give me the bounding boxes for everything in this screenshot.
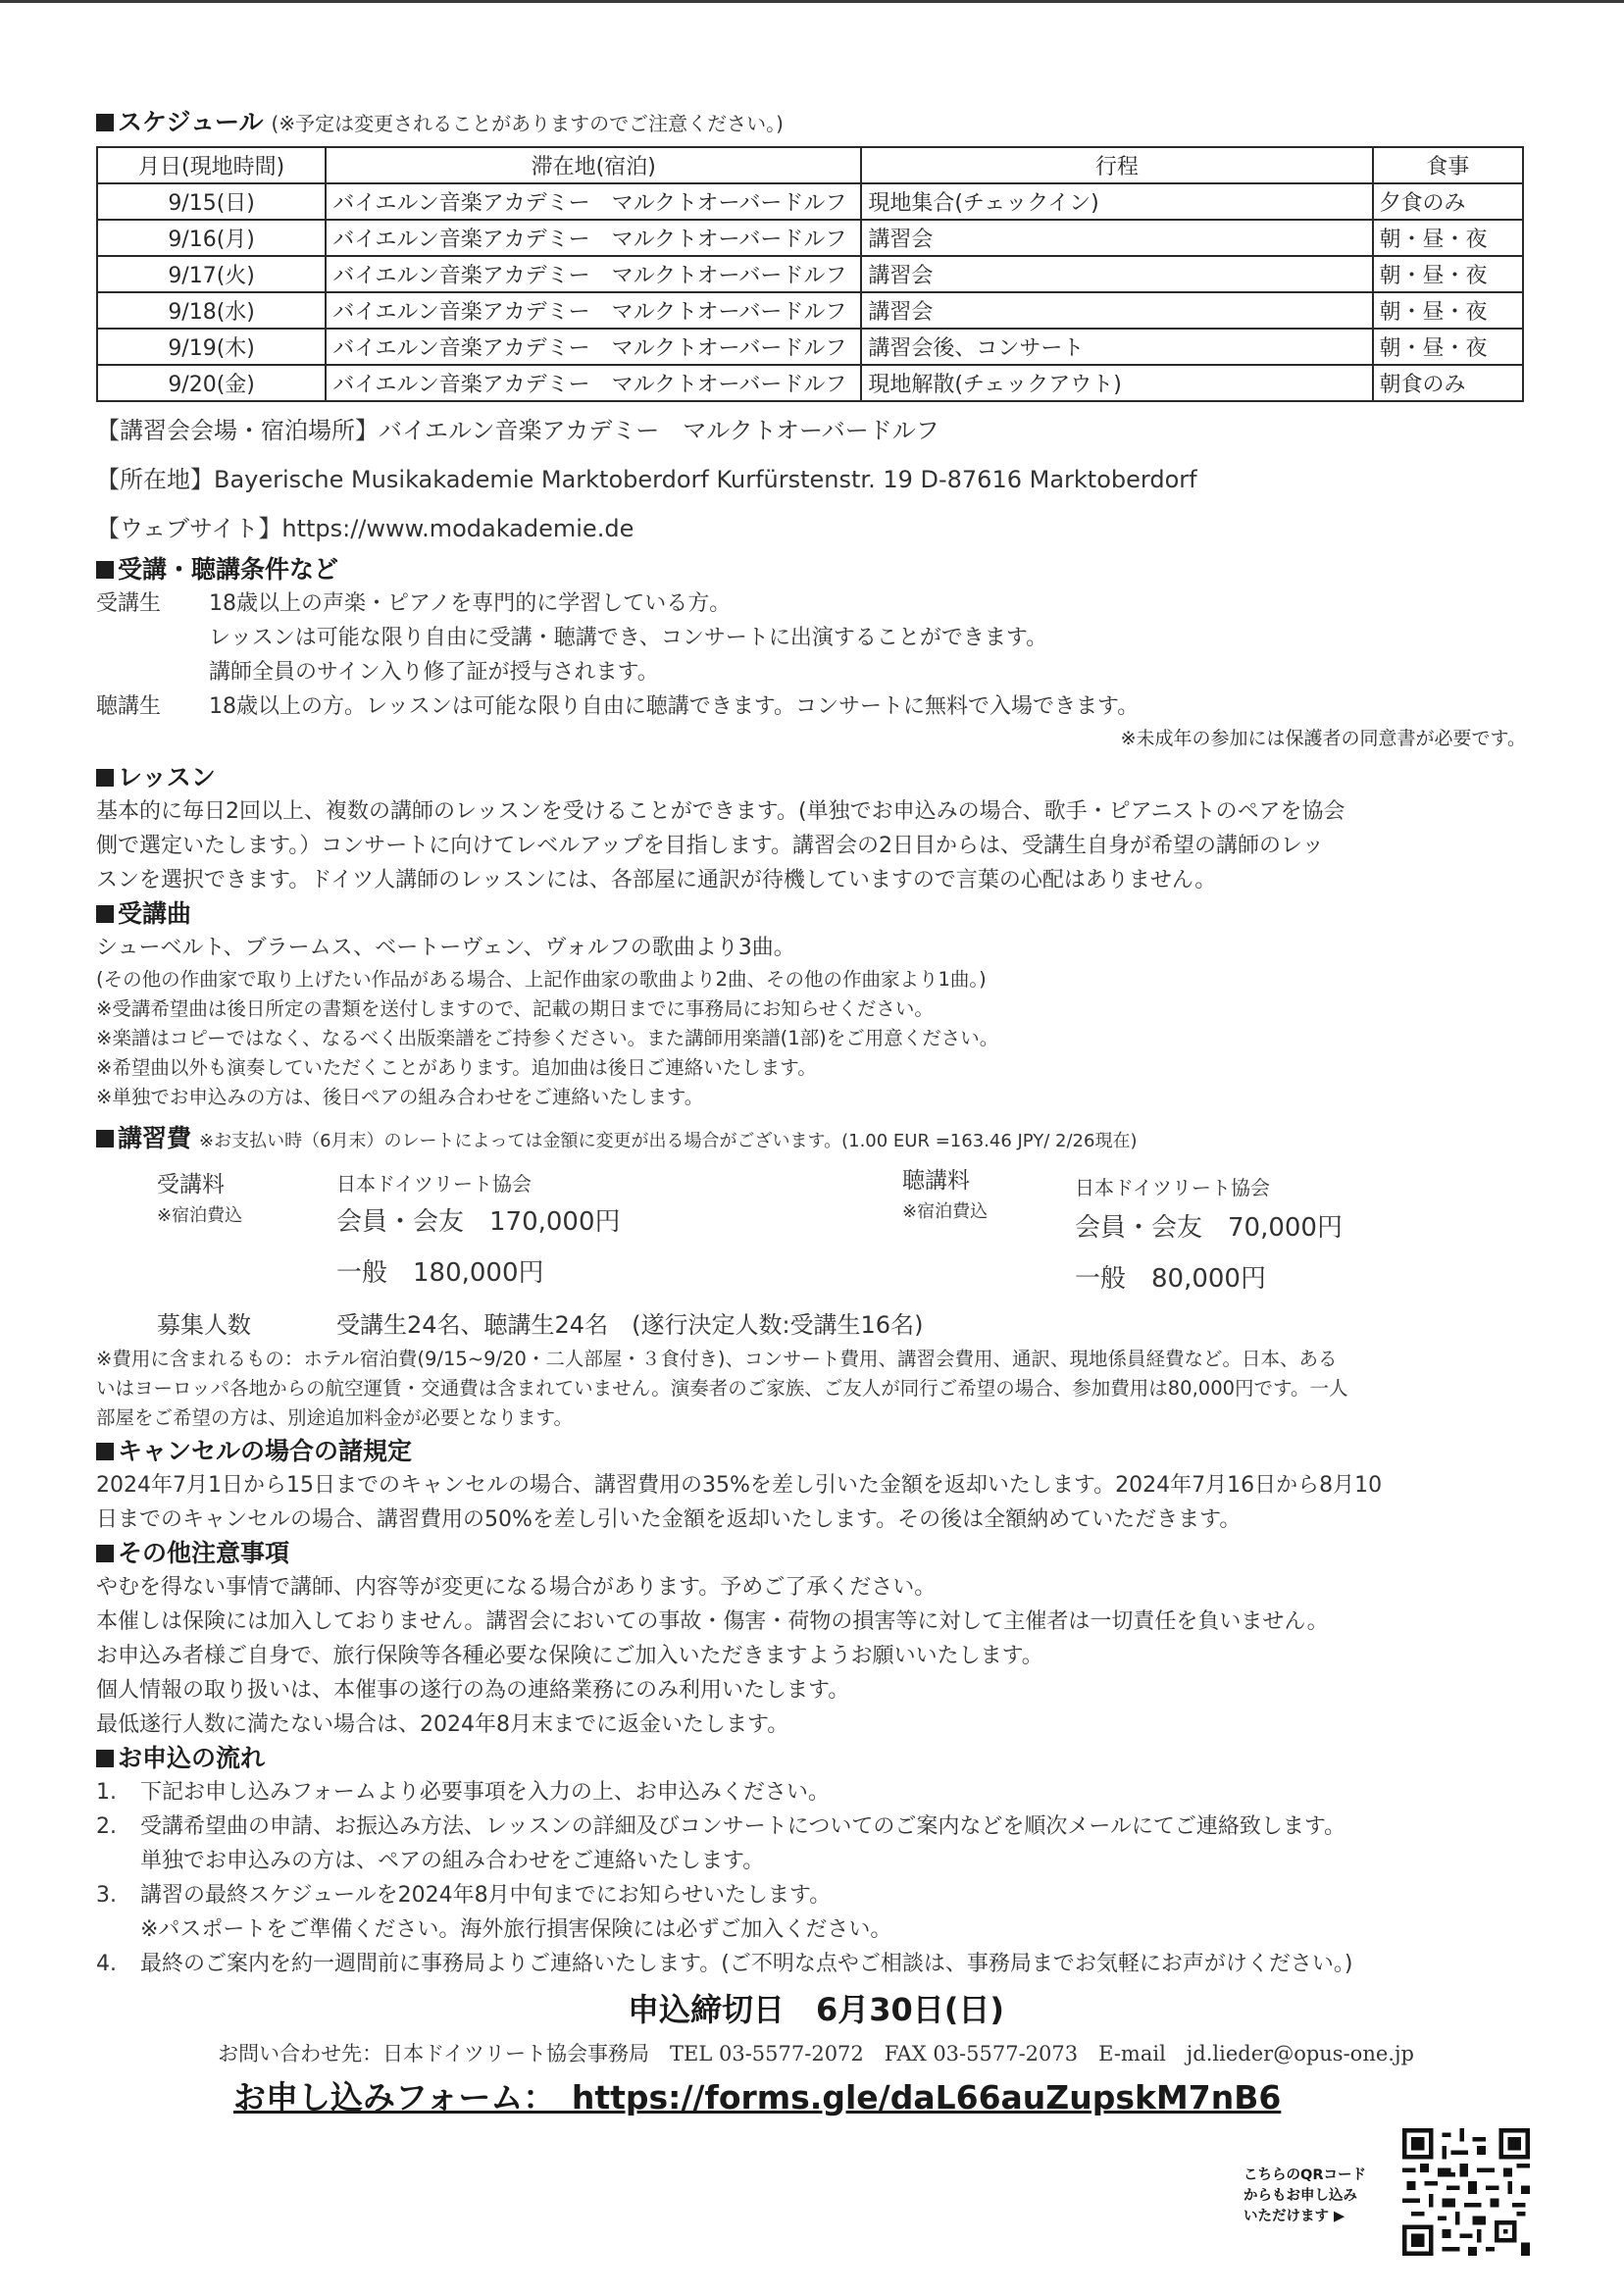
cell-meals: 朝・昼・夜	[1373, 329, 1523, 365]
cell-date: 9/16(月)	[97, 220, 326, 256]
cell-date: 9/20(金)	[97, 365, 326, 401]
col-itinerary: 行程	[861, 147, 1372, 183]
application-form-link[interactable]: お申し込みフォーム： https://forms.gle/daL66auZupskM7nB6	[233, 2078, 1282, 2116]
fee-includes-line: 部屋をご希望の方は、別途追加料金が必要となります。	[96, 1406, 573, 1429]
student-member-fee: 会員・会友 170,000円	[336, 1207, 621, 1237]
col-date: 月日(現地時間)	[97, 147, 326, 183]
fee-table	[96, 1158, 1536, 1305]
other-heading: その他注意事項	[96, 1537, 1536, 1570]
schedule-heading: スケジュール (※予定は変更されることがありますのでご注意ください。)	[96, 106, 1536, 140]
cell-itinerary: 現地集合(チェックイン)	[861, 183, 1372, 220]
auditor-line: 18歳以上の方。レッスンは可能な限り自由に聴講できます。コンサートに無料で入場できます。	[209, 694, 1140, 719]
fee-includes-line: いはヨーロッパ各地からの航空運賃・交通費は含まれていません。演奏者のご家族、ご友人が同行ご希望の場合、参加費用は80,000円です。一人	[96, 1377, 1348, 1400]
cell-stay: バイエルン音楽アカデミー マルクトオーバードルフ	[326, 292, 861, 329]
schedule-table	[96, 146, 1524, 402]
square-bullet-icon	[96, 905, 114, 923]
cell-meals: 夕食のみ	[1373, 183, 1523, 220]
contact-info: お問い合わせ先：日本ドイツリート協会事務局 TEL 03-5577-2072 FAX 03-5577-2073 E-mail jd.lieder@opus-one.jp	[218, 2042, 1414, 2065]
cell-itinerary: 現地解散(チェックアウト)	[861, 365, 1372, 401]
student-line: 講師全員のサイン入り修了証が授与されます。	[209, 660, 659, 685]
auditor-fee-sub: ※宿泊費込	[902, 1201, 989, 1222]
lesson-line: スンを選択できます。ドイツ人講師のレッスンには、各部屋に通訳が待機していますので言葉の心配はありません。	[96, 868, 1217, 892]
list-number: 1.	[96, 1780, 117, 1805]
recruit-value: 受講生24名、聴講生24名 (遂行決定人数:受講生16名)	[336, 1311, 924, 1339]
square-bullet-icon	[96, 1443, 114, 1460]
list-text-cont: 単独でお申込みの方は、ペアの組み合わせをご連絡いたします。	[140, 1849, 765, 1873]
auditor-fee-org: 日本ドイツリート協会	[1075, 1176, 1270, 1199]
other-line: 本催しは保険には加入しておりません。講習会においての事故・傷害・荷物の損害等に対して主催者は一切責任を負いません。	[96, 1609, 1329, 1634]
cell-date: 9/17(火)	[97, 256, 326, 292]
auditor-member-fee: 会員・会友 70,000円	[1075, 1213, 1343, 1243]
qr-note-line: からもお申し込み	[1243, 2188, 1357, 2204]
cell-stay: バイエルン音楽アカデミー マルクトオーバードルフ	[326, 256, 861, 292]
recruit-label: 募集人数	[157, 1311, 251, 1339]
student-fee-sub: ※宿泊費込	[157, 1205, 243, 1226]
student-fee-label: 受講料	[157, 1172, 225, 1198]
cell-itinerary: 講習会	[861, 292, 1372, 329]
repertoire-note: ※受講希望曲は後日所定の書類を送付しますので、記載の期日までに事務局にお知らせください。	[96, 997, 934, 1020]
lesson-line: 側で選定いたします。）コンサートに向けてレベルアップを目指します。講習会の2日目からは、受講生自身が希望の講師のレッ	[96, 834, 1324, 858]
square-bullet-icon	[96, 769, 114, 787]
student-line: レッスンは可能な限り自由に受講・聴講でき、コンサートに出演することができます。	[209, 626, 1048, 650]
cell-meals: 朝食のみ	[1373, 365, 1523, 401]
table-row	[97, 256, 1523, 292]
square-bullet-icon	[96, 1750, 114, 1767]
conditions-heading: 受講・聴講条件など	[96, 553, 1536, 586]
repertoire-note: ※希望曲以外も演奏していただくことがあります。追加曲は後日ご連絡いたします。	[96, 1056, 817, 1079]
table-row	[97, 183, 1523, 220]
list-number: 3.	[96, 1883, 117, 1908]
auditor-fee-label: 聴講料	[902, 1168, 970, 1194]
table-row	[97, 292, 1523, 329]
col-stay: 滞在地(宿泊)	[326, 147, 861, 183]
other-line: 個人情報の取り扱いは、本催事の遂行の為の連絡業務にのみ利用いたします。	[96, 1678, 850, 1703]
list-number: 4.	[96, 1952, 117, 1976]
list-text: 講習の最終スケジュールを2024年8月中旬までにお知らせいたします。	[140, 1883, 832, 1908]
repertoire-note: ※単独でお申込みの方は、後日ペアの組み合わせをご連絡いたします。	[96, 1086, 704, 1108]
cell-itinerary: 講習会	[861, 256, 1372, 292]
student-line: 18歳以上の声楽・ピアノを専門的に学習している方。	[209, 591, 732, 616]
top-edge-line	[0, 0, 1624, 3]
cell-itinerary: 講習会	[861, 220, 1372, 256]
auditor-label: 聴講生	[96, 694, 162, 719]
list-item	[96, 1775, 1536, 1810]
square-bullet-icon	[96, 1545, 114, 1562]
list-item	[96, 1810, 1536, 1878]
other-line: 最低遂行人数に満たない場合は、2024年8月末までに返金いたします。	[96, 1712, 789, 1737]
lesson-line: 基本的に毎日2回以上、複数の講師のレッスンを受けることができます。(単独でお申込みの場合、歌手・ピアニストのペアを協会	[96, 799, 1345, 824]
cancel-line: 日までのキャンセルの場合、講習費用の50%を差し引いた金額を返却いたします。その後は全額納めていただきます。	[96, 1507, 1242, 1532]
venue-place: 【講習会会場・宿泊場所】バイエルン音楽アカデミー マルクトオーバードルフ	[96, 417, 939, 444]
schedule-header-row	[97, 147, 1523, 183]
square-bullet-icon	[96, 114, 114, 131]
square-bullet-icon	[96, 1130, 114, 1147]
cell-date: 9/18(水)	[97, 292, 326, 329]
list-item	[96, 1947, 1536, 1981]
cell-itinerary: 講習会後、コンサート	[861, 329, 1372, 365]
flow-list	[96, 1775, 1536, 1981]
list-item	[96, 1878, 1536, 1947]
document-page	[96, 106, 1536, 2122]
cancel-line: 2024年7月1日から15日までのキャンセルの場合、講習費用の35%を差し引いた金額を返却いたします。2024年7月16日から8月10	[96, 1473, 1383, 1498]
minor-note: ※未成年の参加には保護者の同意書が必要です。	[1120, 728, 1526, 749]
repertoire-note: ※楽譜はコピーではなく、なるべく出版楽譜をご持参ください。また講師用楽譜(1部)をご用意ください。	[96, 1027, 999, 1049]
venue-address: 【所在地】Bayerische Musikakademie Marktoberdorf Kurfürstenstr. 19 D-87616 Marktoberdorf	[96, 466, 1197, 493]
col-meals: 食事	[1373, 147, 1523, 183]
qr-note-line: いただけます ▶	[1243, 2209, 1345, 2224]
cell-meals: 朝・昼・夜	[1373, 256, 1523, 292]
cell-meals: 朝・昼・夜	[1373, 220, 1523, 256]
cell-stay: バイエルン音楽アカデミー マルクトオーバードルフ	[326, 329, 861, 365]
cell-meals: 朝・昼・夜	[1373, 292, 1523, 329]
repertoire-heading: 受講曲	[96, 897, 1536, 931]
list-text: 受講希望曲の申請、お振込み方法、レッスンの詳細及びコンサートについてのご案内などを順次メールにてご連絡致します。	[140, 1814, 1346, 1839]
fee-includes-line: ※費用に含まれるもの：ホテル宿泊費(9/15~9/20・二人部屋・３食付き)、コンサート費用、講習会費用、通訳、現地係員経費など。日本、ある	[96, 1348, 1338, 1370]
other-line: やむを得ない事情で講師、内容等が変更になる場合があります。予めご了承ください。	[96, 1575, 937, 1600]
application-deadline: 申込締切日 6月30日(日)	[627, 1991, 1005, 2028]
repertoire-note: (その他の作曲家で取り上げたい作品がある場合、上記作曲家の歌曲より2曲、その他の作曲家より1曲。)	[96, 968, 987, 991]
cell-stay: バイエルン音楽アカデミー マルクトオーバードルフ	[326, 183, 861, 220]
table-row	[97, 329, 1523, 365]
repertoire-main: シューベルト、ブラームス、ベートーヴェン、ヴォルフの歌曲より3曲。	[96, 936, 795, 960]
table-row	[97, 365, 1523, 401]
venue-website[interactable]: 【ウェブサイト】https://www.modakademie.de	[96, 515, 634, 542]
table-row	[97, 220, 1523, 256]
lesson-heading: レッスン	[96, 761, 1536, 794]
cancel-heading: キャンセルの場合の諸規定	[96, 1435, 1536, 1468]
other-line: お申込み者様ご自身で、旅行保険等各種必要な保険にご加入いただきますようお願いいたします。	[96, 1644, 1043, 1668]
cell-date: 9/19(木)	[97, 329, 326, 365]
cell-stay: バイエルン音楽アカデミー マルクトオーバードルフ	[326, 220, 861, 256]
cell-date: 9/15(日)	[97, 183, 326, 220]
schedule-note: (※予定は変更されることがありますのでご注意ください。)	[271, 112, 784, 135]
fees-note: ※お支払い時（6月末）のレートによっては金額に変更が出る場合がございます。(1.00 EUR =163.46 JPY/ 2/26現在)	[199, 1131, 1138, 1151]
student-label: 受講生	[96, 591, 162, 616]
qr-note	[1243, 2166, 1366, 2227]
qr-note-line: こちらのQRコード	[1243, 2167, 1366, 2183]
list-text-cont: ※パスポートをご準備ください。海外旅行損害保険には必ずご加入ください。	[140, 1917, 892, 1942]
student-general-fee: 一般 180,000円	[336, 1258, 544, 1288]
list-text: 最終のご案内を約一週間前に事務局よりご連絡いたします。(ご不明な点やご相談は、事務局までお気軽にお声がけください。)	[140, 1952, 1353, 1976]
student-fee-org: 日本ドイツリート協会	[336, 1172, 532, 1196]
list-text: 下記お申し込みフォームより必要事項を入力の上、お申込みください。	[140, 1780, 830, 1805]
list-number: 2.	[96, 1814, 117, 1839]
flow-heading: お申込の流れ	[96, 1742, 1536, 1775]
square-bullet-icon	[96, 561, 114, 579]
fees-heading: 講習費 ※お支払い時（6月末）のレートによっては金額に変更が出る場合がございます。(1.00 EUR =163.46 JPY/ 2/26現在)	[96, 1122, 1536, 1158]
auditor-general-fee: 一般 80,000円	[1075, 1264, 1266, 1294]
qr-code-icon[interactable]	[1402, 2128, 1530, 2256]
cell-stay: バイエルン音楽アカデミー マルクトオーバードルフ	[326, 365, 861, 401]
